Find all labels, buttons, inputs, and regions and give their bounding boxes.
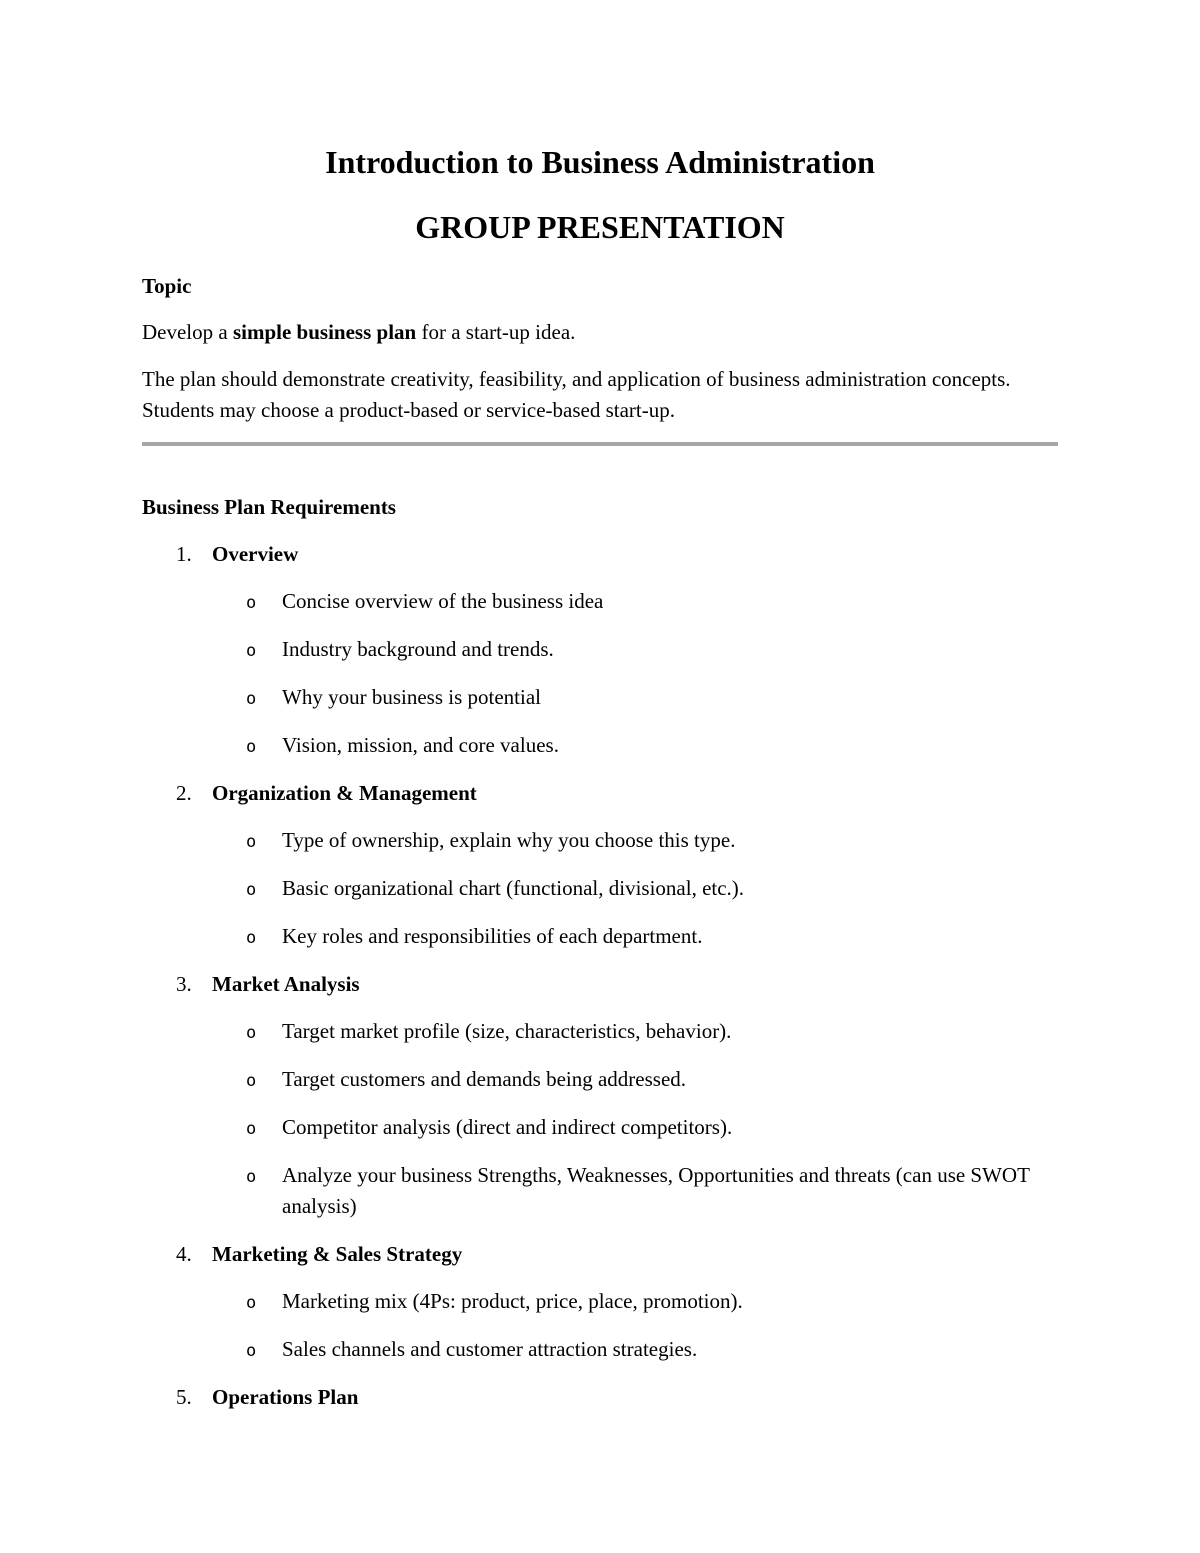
requirements-heading: Business Plan Requirements [142, 495, 396, 519]
section-items [142, 1016, 1058, 1222]
list-item-text: Analyze your business Strengths, Weaknesses, Opportunities and threats (can use SWOT analysis) [282, 1163, 1030, 1218]
circle-bullet-icon: o [246, 737, 257, 757]
section-items [142, 1286, 1058, 1365]
list-item-text: Vision, mission, and core values. [282, 733, 559, 757]
section-number: 4. [176, 1242, 192, 1266]
section-title: Marketing & Sales Strategy [212, 1242, 463, 1266]
circle-bullet-icon: o [246, 880, 257, 900]
list-item [142, 730, 1058, 761]
topic-description: The plan should demonstrate creativity, feasibility, and application of business administration concepts. Students may choose a product-based or service-based start-up. [142, 367, 1011, 422]
requirement-section [142, 539, 1058, 761]
topic-intro-suffix: for a start-up idea. [416, 320, 576, 344]
list-item [142, 825, 1058, 856]
topic-intro-prefix: Develop a [142, 320, 233, 344]
list-item-text: Target customers and demands being addressed. [282, 1067, 687, 1091]
list-item [142, 586, 1058, 617]
section-title: Organization & Management [212, 781, 477, 805]
section-title: Overview [212, 542, 299, 566]
list-item [142, 921, 1058, 952]
section-number: 2. [176, 781, 192, 805]
section-items [142, 825, 1058, 952]
topic-intro-bold: simple business plan [232, 320, 417, 344]
document-subtitle: GROUP PRESENTATION [415, 209, 785, 245]
list-item [142, 1064, 1058, 1095]
circle-bullet-icon: o [246, 641, 257, 661]
list-item-text: Sales channels and customer attraction strategies. [282, 1337, 698, 1361]
circle-bullet-icon: o [246, 832, 257, 852]
requirement-section [142, 969, 1058, 1222]
circle-bullet-icon: o [246, 1023, 257, 1043]
list-item-text: Marketing mix (4Ps: product, price, place, promotion). [282, 1289, 743, 1313]
circle-bullet-icon: o [246, 1293, 257, 1313]
circle-bullet-icon: o [246, 928, 257, 948]
circle-bullet-icon: o [246, 1341, 257, 1361]
section-title: Market Analysis [212, 972, 360, 996]
circle-bullet-icon: o [246, 1167, 257, 1187]
section-number: 1. [176, 542, 192, 566]
section-title: Operations Plan [212, 1385, 359, 1409]
list-item-text: Why your business is potential [282, 685, 541, 709]
list-item-text: Basic organizational chart (functional, divisional, etc.). [282, 876, 745, 900]
list-item-text: Industry background and trends. [282, 637, 554, 661]
circle-bullet-icon: o [246, 593, 257, 613]
requirement-section [142, 778, 1058, 952]
list-item-text: Concise overview of the business idea [282, 589, 604, 613]
list-item-text: Type of ownership, explain why you choose this type. [282, 828, 736, 852]
section-number: 3. [176, 972, 192, 996]
circle-bullet-icon: o [246, 689, 257, 709]
list-item-text: Competitor analysis (direct and indirect competitors). [282, 1115, 733, 1139]
document-title: Introduction to Business Administration [325, 144, 875, 180]
list-item [142, 1112, 1058, 1143]
list-item [142, 1334, 1058, 1365]
list-item [142, 873, 1058, 904]
topic-intro [142, 317, 1058, 348]
requirements-list [142, 539, 1058, 1412]
list-item-text: Key roles and responsibilities of each department. [282, 924, 703, 948]
list-item [142, 1160, 1058, 1222]
list-item [142, 1286, 1058, 1317]
circle-bullet-icon: o [246, 1071, 257, 1091]
list-item [142, 634, 1058, 665]
section-number: 5. [176, 1385, 192, 1409]
circle-bullet-icon: o [246, 1119, 257, 1139]
list-item-text: Target market profile (size, characteristics, behavior). [282, 1019, 732, 1043]
topic-label: Topic [142, 274, 192, 298]
section-items [142, 586, 1058, 761]
list-item [142, 1016, 1058, 1047]
list-item [142, 682, 1058, 713]
horizontal-divider [142, 442, 1058, 446]
requirement-section [142, 1239, 1058, 1365]
requirement-section [142, 1382, 1058, 1412]
